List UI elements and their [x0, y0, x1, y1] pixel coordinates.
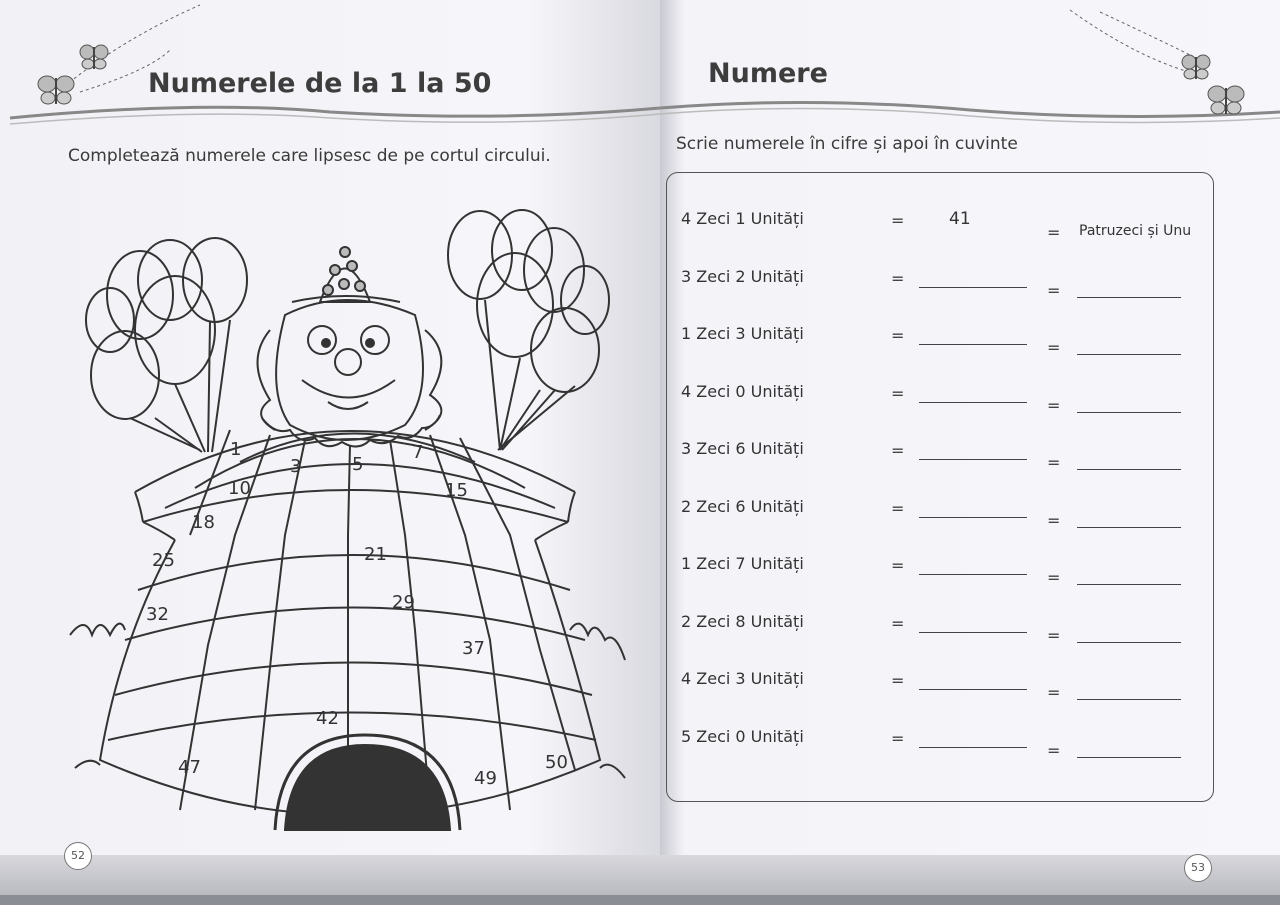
- tent-number: 37: [462, 638, 485, 659]
- answer-words: Patruzeci și Unu: [1079, 223, 1192, 239]
- words-blank[interactable]: [1077, 469, 1181, 470]
- equals-sign: =: [1047, 740, 1061, 760]
- equals-sign: =: [1047, 223, 1061, 242]
- number-blank[interactable]: [919, 402, 1027, 403]
- equals-sign: =: [891, 556, 905, 575]
- page-footer-band: [0, 855, 660, 895]
- tent-number: 5: [352, 454, 364, 475]
- exercise-row: [681, 263, 1211, 300]
- words-blank[interactable]: [1077, 584, 1181, 585]
- tent-number: 3: [290, 456, 302, 477]
- clown-tent-illustration: [30, 190, 630, 850]
- tent-number: 15: [445, 480, 468, 501]
- row-label: 2 Zeci 6 Unități: [681, 496, 804, 516]
- tent-number: 42: [316, 708, 339, 729]
- number-blank[interactable]: [919, 689, 1027, 690]
- tent-number: 50: [545, 752, 568, 773]
- row-label: 4 Zeci 1 Unități: [681, 209, 804, 228]
- equals-sign: =: [1047, 453, 1061, 472]
- equals-sign: =: [891, 498, 905, 518]
- butterfly-icon: [36, 72, 76, 108]
- number-blank[interactable]: [919, 344, 1027, 345]
- exercise-row: [681, 550, 1211, 587]
- tent-number: 29: [392, 592, 415, 613]
- tent-number: 25: [152, 550, 175, 571]
- exercise-row: [681, 608, 1211, 645]
- exercise-row: [681, 378, 1211, 415]
- exercise-row: [681, 320, 1211, 357]
- exercise-row: [681, 493, 1211, 530]
- equals-sign: =: [1047, 280, 1061, 300]
- tent-number: 32: [146, 604, 169, 625]
- butterfly-icon: [78, 42, 110, 72]
- row-label: 4 Zeci 0 Unități: [681, 381, 804, 401]
- tent-number: 10: [228, 478, 251, 499]
- equals-sign: =: [891, 613, 905, 633]
- equals-sign: =: [891, 671, 905, 690]
- tent-number: 7: [412, 442, 424, 463]
- tent-number: 18: [192, 512, 215, 533]
- equals-sign: =: [891, 441, 905, 460]
- row-label: 5 Zeci 0 Unități: [681, 726, 804, 746]
- right-page: [660, 0, 1280, 895]
- page-number: 52: [64, 842, 92, 870]
- words-blank[interactable]: [1077, 699, 1181, 700]
- equals-sign: =: [1047, 683, 1061, 702]
- number-blank[interactable]: [919, 632, 1027, 633]
- row-label: 3 Zeci 2 Unități: [681, 266, 804, 286]
- tent-number: 49: [474, 768, 497, 789]
- number-blank[interactable]: [919, 574, 1027, 575]
- equals-sign: =: [891, 383, 905, 403]
- words-blank[interactable]: [1077, 412, 1181, 413]
- answer-number: 41: [949, 209, 971, 229]
- exercise-row: [681, 205, 1211, 242]
- words-blank[interactable]: [1077, 354, 1181, 355]
- instruction-text: Scrie numerele în cifre și apoi în cuvinte: [676, 134, 1018, 154]
- row-label: 3 Zeci 6 Unități: [681, 439, 804, 458]
- butterfly-icon: [1206, 82, 1246, 118]
- exercise-row: [681, 435, 1211, 472]
- words-blank[interactable]: [1077, 297, 1181, 298]
- row-label: 1 Zeci 7 Unități: [681, 554, 804, 573]
- equals-sign: =: [1047, 510, 1061, 530]
- page-title: Numerele de la 1 la 50: [148, 68, 492, 99]
- number-blank[interactable]: [919, 287, 1027, 288]
- number-blank[interactable]: [919, 517, 1027, 518]
- instruction-text: Completează numerele care lipsesc de pe cortul circului.: [68, 146, 551, 166]
- row-label: 1 Zeci 3 Unități: [681, 324, 804, 343]
- equals-sign: =: [891, 326, 905, 345]
- number-blank[interactable]: [919, 747, 1027, 748]
- exercise-row: [681, 723, 1211, 760]
- words-blank[interactable]: [1077, 642, 1181, 643]
- equals-sign: =: [891, 728, 905, 748]
- exercise-row: [681, 665, 1211, 702]
- tent-number: 21: [364, 544, 387, 565]
- words-blank[interactable]: [1077, 757, 1181, 758]
- equals-sign: =: [891, 268, 905, 288]
- exercise-box: [666, 172, 1214, 802]
- equals-sign: =: [1047, 625, 1061, 645]
- equals-sign: =: [891, 211, 905, 230]
- equals-sign: =: [1047, 395, 1061, 415]
- equals-sign: =: [1047, 338, 1061, 357]
- equals-sign: =: [1047, 568, 1061, 587]
- row-label: 2 Zeci 8 Unități: [681, 611, 804, 631]
- row-label: 4 Zeci 3 Unități: [681, 669, 804, 688]
- number-blank[interactable]: [919, 459, 1027, 460]
- page-number: 53: [1184, 854, 1212, 882]
- tent-number: 1: [230, 439, 242, 460]
- page-title: Numere: [708, 58, 828, 89]
- words-blank[interactable]: [1077, 527, 1181, 528]
- tent-number: 47: [178, 757, 201, 778]
- butterfly-icon: [1180, 52, 1212, 82]
